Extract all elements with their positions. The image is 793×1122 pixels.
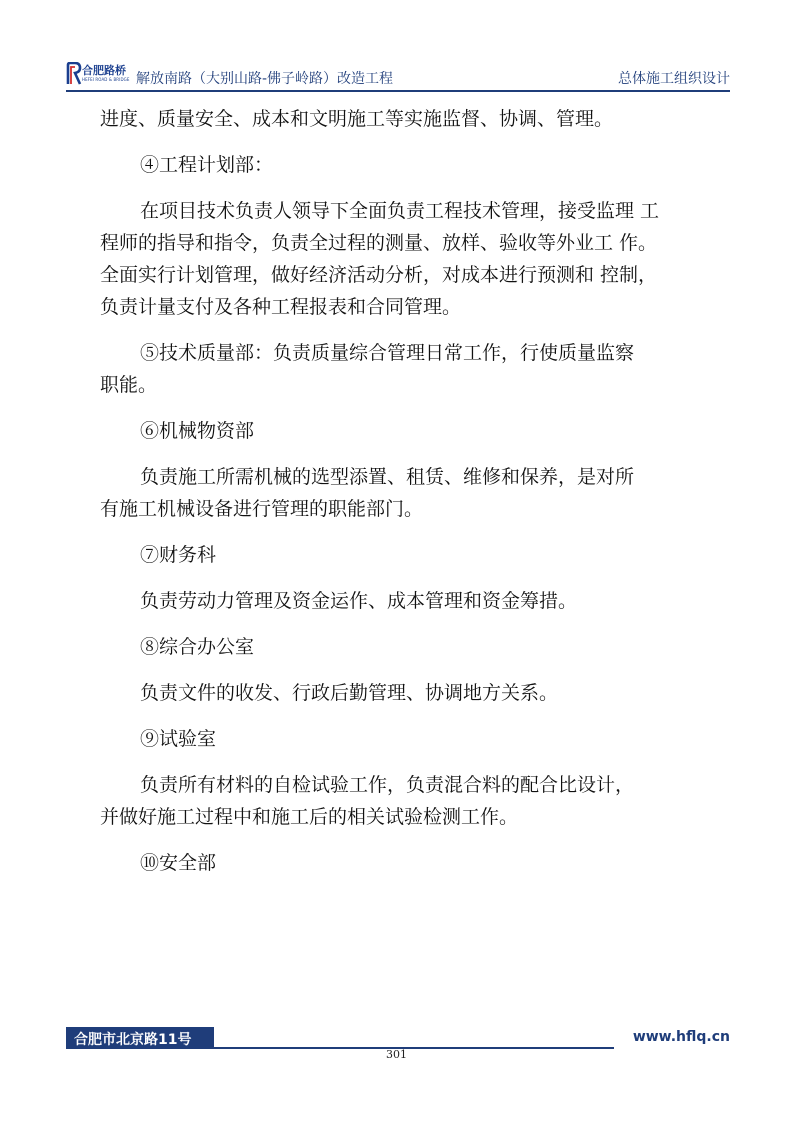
text-line: ⑤技术质量部：负责质量综合管理日常工作，行使质量监察 xyxy=(140,342,635,364)
paragraph xyxy=(100,585,710,617)
text-line: ⑦财务科 xyxy=(140,544,217,566)
text-line: ④工程计划部： xyxy=(140,154,274,176)
paragraph xyxy=(100,415,710,447)
text-line: 负责计量支付及各种工程报表和合同管理。 xyxy=(100,296,462,318)
logo-mark-icon xyxy=(66,62,82,86)
paragraph xyxy=(100,103,710,135)
paragraph xyxy=(100,195,710,323)
text-line: 程师的指导和指令，负责全过程的测量、放样、验收等外业工 作。 xyxy=(100,232,658,254)
body-text xyxy=(100,103,710,879)
text-line: 进度、质量安全、成本和文明施工等实施监督、协调、管理。 xyxy=(100,108,614,130)
text-line: 并做好施工过程中和施工后的相关试验检测工作。 xyxy=(100,806,519,828)
text-line: 负责施工所需机械的选型添置、租赁、维修和保养，是对所 xyxy=(140,466,635,488)
footer-address-bar xyxy=(66,1027,214,1049)
logo-text: 合肥路桥 xyxy=(82,64,126,77)
paragraph xyxy=(100,769,710,833)
section-title: 总体施工组织设计 xyxy=(618,71,730,87)
paragraph xyxy=(100,337,710,401)
document-title: 解放南路（大别山路-佛子岭路）改造工程 xyxy=(136,71,394,87)
text-line: ⑩安全部 xyxy=(140,852,217,874)
company-logo xyxy=(66,62,128,88)
text-line: 负责劳动力管理及资金运作、成本管理和资金筹措。 xyxy=(140,590,578,612)
paragraph xyxy=(100,723,710,755)
page-header xyxy=(66,60,730,92)
text-line: 在项目技术负责人领导下全面负责工程技术管理，接受监理 工 xyxy=(140,200,660,222)
text-line: ⑧综合办公室 xyxy=(140,636,255,658)
footer-address: 合肥市北京路11号 xyxy=(74,1032,192,1048)
paragraph xyxy=(100,631,710,663)
text-line: 职能。 xyxy=(100,374,158,396)
paragraph xyxy=(100,149,710,181)
footer-website: www.hflq.cn xyxy=(632,1029,730,1045)
paragraph xyxy=(100,847,710,879)
page-number: 301 xyxy=(386,1048,407,1061)
text-line: ⑥机械物资部 xyxy=(140,420,255,442)
header-divider xyxy=(66,90,730,92)
paragraph xyxy=(100,461,710,525)
logo-subtext: HEFEI ROAD & BRIDGE xyxy=(82,77,130,82)
text-line: ⑨试验室 xyxy=(140,728,217,750)
paragraph xyxy=(100,677,710,709)
text-line: 有施工机械设备进行管理的职能部门。 xyxy=(100,498,424,520)
text-line: 负责文件的收发、行政后勤管理、协调地方关系。 xyxy=(140,682,559,704)
text-line: 负责所有材料的自检试验工作，负责混合料的配合比设计， xyxy=(140,774,635,796)
paragraph xyxy=(100,539,710,571)
text-line: 全面实行计划管理，做好经济活动分析，对成本进行预测和 控制， xyxy=(100,264,658,286)
